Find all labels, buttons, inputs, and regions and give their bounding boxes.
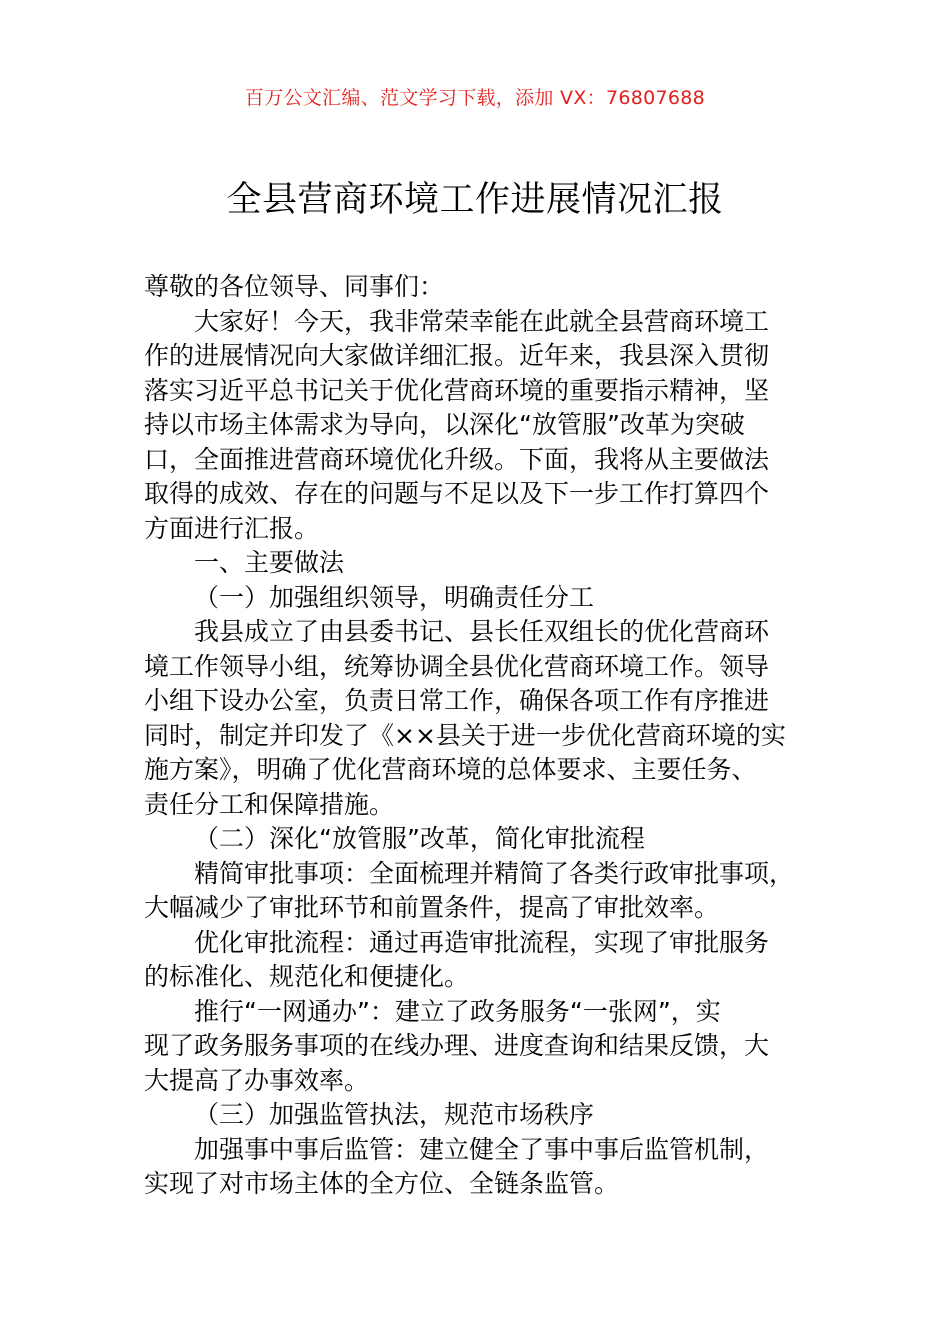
text-line: 小组下设办公室，负责日常工作，确保各项工作有序推进 — [144, 686, 770, 715]
text-line: 大幅减少了审批环节和前置条件，提高了审批效率。 — [144, 893, 720, 922]
text-line: 精简审批事项：全面梳理并精简了各类行政审批事项， — [194, 858, 795, 888]
text-line: 同时，制定并印发了《××县关于进一步优化营商环境的实 — [144, 720, 786, 750]
text-line: 落实习近平总书记关于优化营商环境的重要指示精神，坚 — [144, 375, 770, 405]
text-line: 大家好！今天，我非常荣幸能在此就全县营商环境工 — [194, 306, 770, 336]
header-watermark-note: 百万公文汇编、范文学习下载，添加 VX：76807688 — [244, 87, 706, 109]
text-line: 的标准化、规范化和便捷化。 — [144, 962, 470, 991]
text-line: 境工作领导小组，统筹协调全县优化营商环境工作。领导 — [144, 651, 770, 681]
text-line: 实现了对市场主体的全方位、全链条监管。 — [144, 1169, 620, 1198]
text-line: 取得的成效、存在的问题与不足以及下一步工作打算四个 — [144, 479, 770, 508]
text-line: 持以市场主体需求为导向，以深化“放管服”改革为突破 — [144, 410, 745, 439]
text-line: 现了政务服务事项的在线办理、进度查询和结果反馈，大 — [144, 1031, 770, 1060]
text-line: 尊敬的各位领导、同事们： — [144, 272, 445, 301]
text-line: 责任分工和保障措施。 — [144, 789, 395, 819]
document-body — [144, 270, 834, 1202]
text-line: 推行“一网通办”：建立了政务服务“一张网”，实 — [194, 996, 721, 1026]
page-title: 全县营商环境工作进展情况汇报 — [226, 180, 724, 220]
subsection-heading: （三）加强监管执法，规范市场秩序 — [194, 1100, 595, 1129]
text-line: 方面进行汇报。 — [144, 513, 320, 543]
text-line: 加强事中事后监管：建立健全了事中事后监管机制， — [194, 1134, 770, 1164]
text-line: 我县成立了由县委书记、县长任双组长的优化营商环 — [194, 617, 770, 646]
text-line: 口，全面推进营商环境优化升级。下面，我将从主要做法 — [144, 444, 770, 474]
section-heading: 一、主要做法 — [194, 548, 345, 577]
text-line: 大提高了办事效率。 — [144, 1065, 370, 1095]
text-line: 优化审批流程：通过再造审批流程，实现了审批服务 — [194, 927, 770, 957]
subsection-heading: （一）加强组织领导，明确责任分工 — [194, 582, 595, 612]
text-line: 施方案》，明确了优化营商环境的总体要求、主要任务、 — [144, 755, 757, 784]
text-line: 作的进展情况向大家做详细汇报。近年来，我县深入贯彻 — [144, 341, 770, 370]
subsection-heading: （二）深化“放管服”改革，简化审批流程 — [194, 824, 645, 853]
